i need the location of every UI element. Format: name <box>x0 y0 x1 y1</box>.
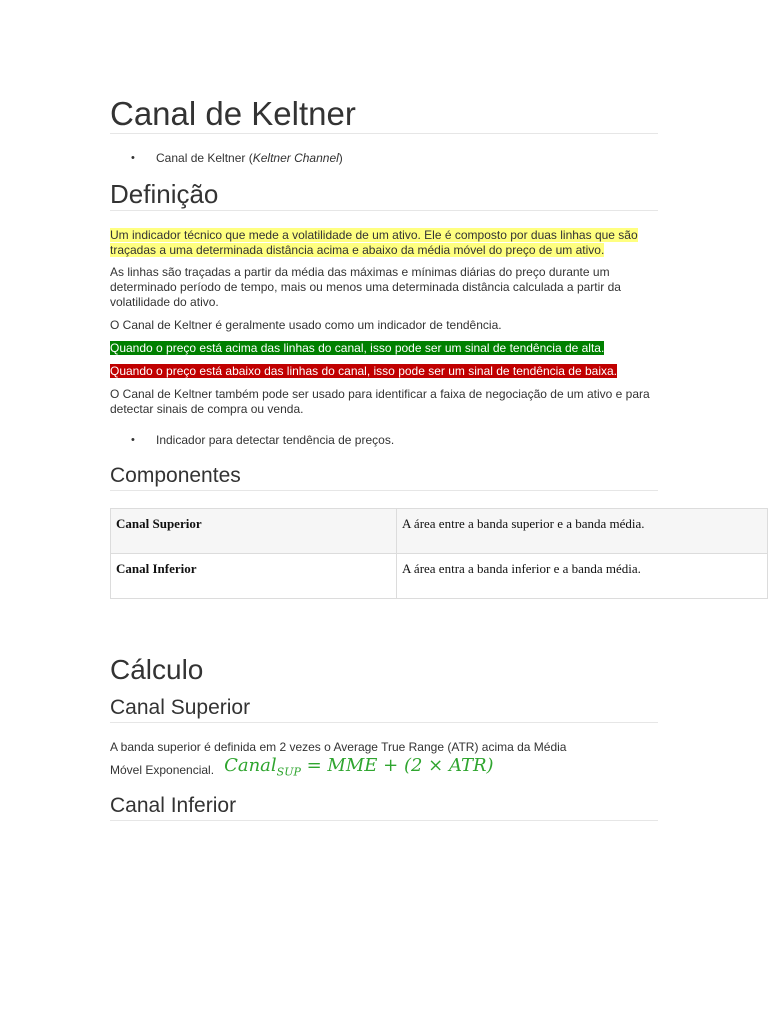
highlight-yellow: Um indicador técnico que mede a volatilidade de um ativo. Ele é composto por duas linhas que são traçadas a uma determinada distância acima e abaixo da média móvel do preço de um ativo. <box>110 228 638 257</box>
paragraph-upper-band-line2 <box>110 755 658 784</box>
table-row <box>111 509 768 554</box>
table-cell-name: Canal Inferior <box>111 554 397 599</box>
paragraph-upper-band-line1: A banda superior é definida em 2 vezes o Average True Range (ATR) acima da Média <box>110 740 567 754</box>
heading-componentes: Componentes <box>110 462 658 491</box>
heading-canal-superior: Canal Superior <box>110 694 658 723</box>
heading-definicao: Definição <box>110 178 658 211</box>
document-page <box>110 94 658 821</box>
highlight-red: Quando o preço está abaixo das linhas do canal, isso pode ser um sinal de tendência de baixa. <box>110 364 617 378</box>
paragraph-definition <box>110 228 658 258</box>
upper-formula <box>224 755 494 779</box>
formula-base: Canal <box>224 755 277 776</box>
table-cell-desc: A área entra a banda inferior e a banda média. <box>397 554 768 599</box>
paragraph-trend-indicator: O Canal de Keltner é geralmente usado como um indicador de tendência. <box>110 318 502 332</box>
upper-band-text: Móvel Exponencial. <box>110 763 215 777</box>
components-table <box>110 508 768 599</box>
intro-italic: Keltner Channel <box>252 151 339 165</box>
table-row <box>111 554 768 599</box>
table-cell-desc: A área entre a banda superior e a banda média. <box>397 509 768 554</box>
paragraph-lines: As linhas são traçadas a partir da média das máximas e mínimas diárias do preço durante um determinado período de tempo, mais ou menos uma determinada distância calculada a partir da volatilidade do ativo. <box>110 265 621 309</box>
heading-calculo: Cálculo <box>110 654 204 685</box>
paragraph-uptrend <box>110 341 658 356</box>
intro-suffix: ) <box>338 151 343 165</box>
formula-subscript: SUP <box>276 765 301 779</box>
list-item: • Indicador para detectar tendência de preços. <box>110 433 658 448</box>
paragraph-downtrend <box>110 364 658 379</box>
list-item <box>110 151 658 166</box>
heading-canal-inferior: Canal Inferior <box>110 792 658 821</box>
definition-list <box>110 433 658 448</box>
highlight-green: Quando o preço está acima das linhas do canal, isso pode ser um sinal de tendência de alta. <box>110 341 605 355</box>
paragraph-trading-range: O Canal de Keltner também pode ser usado para identificar a faixa de negociação de um ativo e para detectar sinais de compra ou venda. <box>110 387 650 416</box>
table-cell-name: Canal Superior <box>111 509 397 554</box>
formula-rest: = MME + (2 × ATR) <box>300 755 494 776</box>
page-title: Canal de Keltner <box>110 94 658 134</box>
intro-prefix: Canal de Keltner ( <box>156 151 253 165</box>
intro-list <box>110 151 658 166</box>
